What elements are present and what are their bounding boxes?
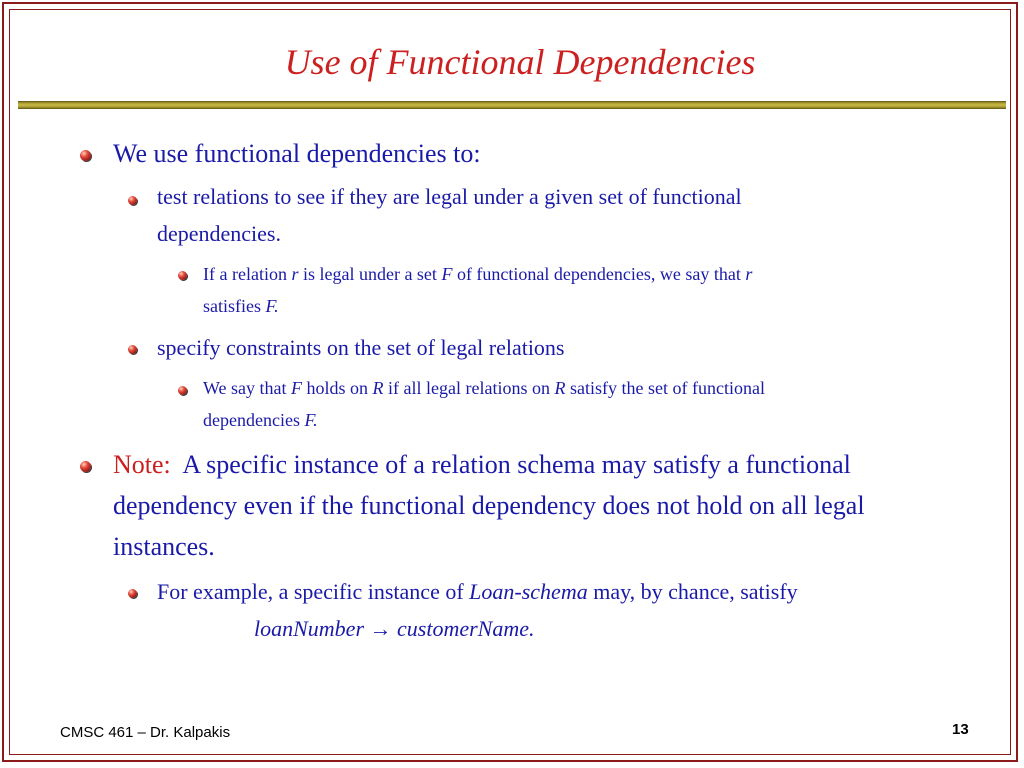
bullet-icon xyxy=(128,196,137,205)
bullet-icon xyxy=(178,271,187,280)
note-label: Note: xyxy=(113,450,171,479)
bullet-icon xyxy=(128,345,137,354)
bullet-text-uses: We use functional dependencies to: xyxy=(113,139,481,168)
bullet-text-holds-on: We say that F holds on R if all legal relations on R satisfy the set of functional dependencies F. xyxy=(203,378,765,430)
bullet-icon xyxy=(80,461,91,472)
bullet-icon xyxy=(178,386,187,395)
bullet-text-example: For example, a specific instance of Loan-schema may, by chance, satisfy loanNumber → customerName. xyxy=(157,573,957,647)
functional-dependency-example: loanNumber → customerName. xyxy=(254,616,535,641)
bullet-text-satisfies: If a relation r is legal under a set F of functional dependencies, we say that r satisfies F. xyxy=(203,264,753,316)
page-number: 13 xyxy=(952,721,969,738)
bullet-icon xyxy=(80,150,91,161)
bullet-text-specify-constraints: specify constraints on the set of legal relations xyxy=(157,335,565,360)
title-divider xyxy=(18,101,1006,109)
bullet-text-note: Note: A specific instance of a relation schema may satisfy a functional dependency even if the functional dependency does not hold on all legal instances. xyxy=(113,450,865,561)
slide-title: Use of Functional Dependencies xyxy=(284,42,756,82)
footer-course: CMSC 461 – Dr. Kalpakis xyxy=(60,724,231,741)
bullet-icon xyxy=(128,589,137,598)
bullet-text-test-relations: test relations to see if they are legal under a given set of functional dependencies. xyxy=(157,184,742,246)
